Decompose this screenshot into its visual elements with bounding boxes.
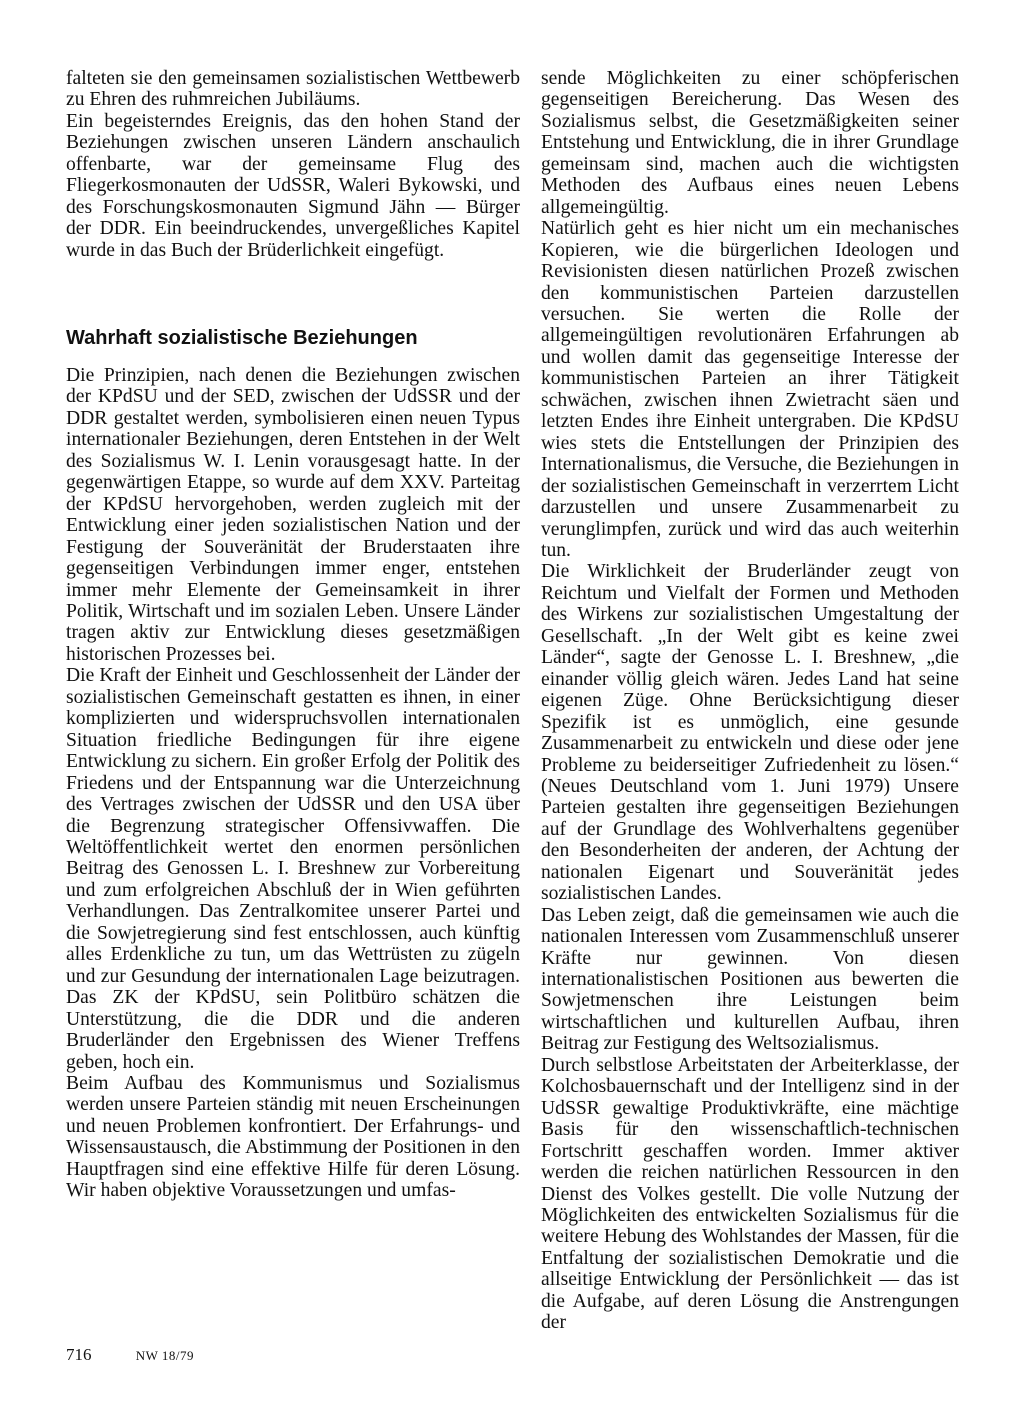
- left-column-body: [66, 365, 520, 1202]
- section-heading: Wahrhaft sozialistische Beziehungen: [66, 327, 418, 349]
- left-column-top: [66, 68, 520, 261]
- paragraph: Beim Aufbau des Kommunismus und Sozialismus werden unsere Parteien ständig mit neuen Erscheinungen und neuen Problemen konfrontiert. Der Erfahrungs- und Wissensaustausch, die Abstimmung der Positionen in den Hauptfragen sind eine effektive Hilfe für deren Lösung. Wir haben objektive Voraussetzungen und umfas-: [66, 1072, 520, 1202]
- paragraph: sende Möglichkeiten zu einer schöpferischen gegenseitigen Bereicherung. Das Wesen des Sozialismus selbst, die Gesetzmäßigkeiten seiner Entstehung und Entwicklung, die in ihrer Grundlage gemeinsam sind, machen auch die wichtigsten Methoden des Aufbaus eines neuen Lebens allgemeingültig.: [541, 68, 959, 218]
- page-number: 716: [66, 1345, 92, 1364]
- paragraph: Ein begeisterndes Ereignis, das den hohen Stand der Beziehungen zwischen unseren Ländern anschaulich offenbarte, war der gemeinsame Flug des Fliegerkosmonauten der UdSSR, Waleri Bykowski, und des Forschungskosmonauten Sigmund Jähn — Bürger der DDR. Ein beeindruckendes, unvergeßliches Kapitel wurde in das Buch der Brüderlichkeit eingefügt.: [66, 110, 520, 261]
- page-footer: [66, 1345, 194, 1366]
- paragraph: Die Kraft der Einheit und Geschlossenheit der Länder der sozialistischen Gemeinschaft gestatten es ihnen, in einer komplizierten und widerspruchsvollen internationalen Situation friedliche Bedingungen für ihre eigene Entwicklung zu sichern. Ein großer Erfolg der Politik des Friedens und der Entspannung war die Unterzeichnung des Vertrages zwischen der UdSSR und den USA über die Begrenzung strategischer Offensivwaffen. Die Weltöffentlichkeit wertet den enormen persönlichen Beitrag des Genossen L. I. Breshnew zur Vorbereitung und zum erfolgreichen Abschluß der in Wien geführten Verhandlungen. Das Zentralkomitee unserer Partei und die Sowjetregierung sind fest entschlossen, auch künftig alles Erdenkliche zu tun, um das Wettrüsten zu zügeln und zur Gesundung der internationalen Lage beizutragen. Das ZK der KPdSU, sein Politbüro schätzen die Unterstützung, die die DDR und die anderen Bruderländer den Ergebnissen des Wiener Treffens geben, hoch ein.: [66, 665, 520, 1073]
- paragraph: Natürlich geht es hier nicht um ein mechanisches Kopieren, wie die bürgerlichen Ideologen und Revisionisten diesen natürlichen Prozeß zwischen den kommunistischen Parteien darzustellen versuchen. Sie werten die Rolle der allgemeingültigen revolutionären Erfahrungen ab und wollen damit das gegenseitige Interesse der kommunistischen Parteien an ihrer Tätigkeit schwächen, zwischen ihnen Zwietracht säen und letzten Endes ihre Einheit untergraben. Die KPdSU wies stets die Entstellungen der Prinzipien des Internationalismus, die Versuche, die Beziehungen in der sozialistischen Gemeinschaft in verzerrtem Licht darzustellen und unsere Zusammenarbeit zu verunglimpfen, zurück und wird das auch weiterhin tun.: [541, 218, 959, 561]
- issue-label: NW 18/79: [135, 1348, 195, 1363]
- paragraph: falteten sie den gemeinsamen sozialistischen Wettbewerb zu Ehren des ruhmreichen Jubiläums.: [66, 68, 520, 111]
- paragraph: Die Wirklichkeit der Bruderländer zeugt von Reichtum und Vielfalt der Formen und Methoden des Wirkens zur sozialistischen Umgestaltung der Gesellschaft. „In der Welt gibt es keine zwei Länder“, sagte der Genosse L. I. Breshnew, „die einander völlig gleich wären. Jedes Land hat seine eigenen Züge. Ohne Berücksichtigung dieser Spezifik ist es unmöglich, eine gesunde Zusammenarbeit zu entwickeln und diese oder jene Probleme zu beiderseitiger Zufriedenheit zu lösen.“ (Neues Deutschland vom 1. Juni 1979) Unsere Parteien gestalten ihre gegenseitigen Beziehungen auf der Grundlage des Wohlverhaltens gegenüber den Besonderheiten der anderen, der Achtung der nationalen Eigenart und Souveränität jedes sozialistischen Landes.: [541, 561, 959, 905]
- paragraph: Die Prinzipien, nach denen die Beziehungen zwischen der KPdSU und der SED, zwischen der UdSSR und der DDR gestaltet werden, symbolisieren einen neuen Typus internationaler Beziehungen, deren Entstehen in der Welt des Sozialismus W. I. Lenin vorausgesagt hatte. In der gegenwärtigen Etappe, so wurde auf dem XXV. Parteitag der KPdSU hervorgehoben, werden zugleich mit der Entwicklung einer jeden sozialistischen Nation und der Festigung der Souveränität der Bruderstaaten ihre gegenseitigen Verbindungen immer enger, entstehen immer mehr Elemente der Gemeinsamkeit in ihrer Politik, Wirtschaft und im sozialen Leben. Unsere Länder tragen aktiv zur Entwicklung dieses gesetzmäßigen historischen Prozesses bei.: [66, 365, 520, 665]
- paragraph: Das Leben zeigt, daß die gemeinsamen wie auch die nationalen Interessen vom Zusammenschluß unserer Kräfte nur gewinnen. Von diesen internationalistischen Positionen aus bewerten die Sowjetmenschen ihre Leistungen beim wirtschaftlichen und kulturellen Aufbau, ihren Beitrag zur Festigung des Weltsozialismus.: [541, 904, 959, 1055]
- right-column: [541, 68, 959, 1334]
- paragraph: Durch selbstlose Arbeitstaten der Arbeiterklasse, der Kolchosbauernschaft und der Intelligenz sind in der UdSSR gewaltige Produktivkräfte, eine mächtige Basis für den wissenschaftlich-technischen Fortschritt geschaffen worden. Immer aktiver werden die reichen natürlichen Ressourcen in den Dienst des Volkes gestellt. Die volle Nutzung der Möglichkeiten des entwickelten Sozialismus für die weitere Hebung des Wohlstandes der Massen, für die Entfaltung der sozialistischen Demokratie und die allseitige Entwicklung der Persönlichkeit — das ist die Aufgabe, auf deren Lösung die Anstrengungen der: [541, 1054, 959, 1334]
